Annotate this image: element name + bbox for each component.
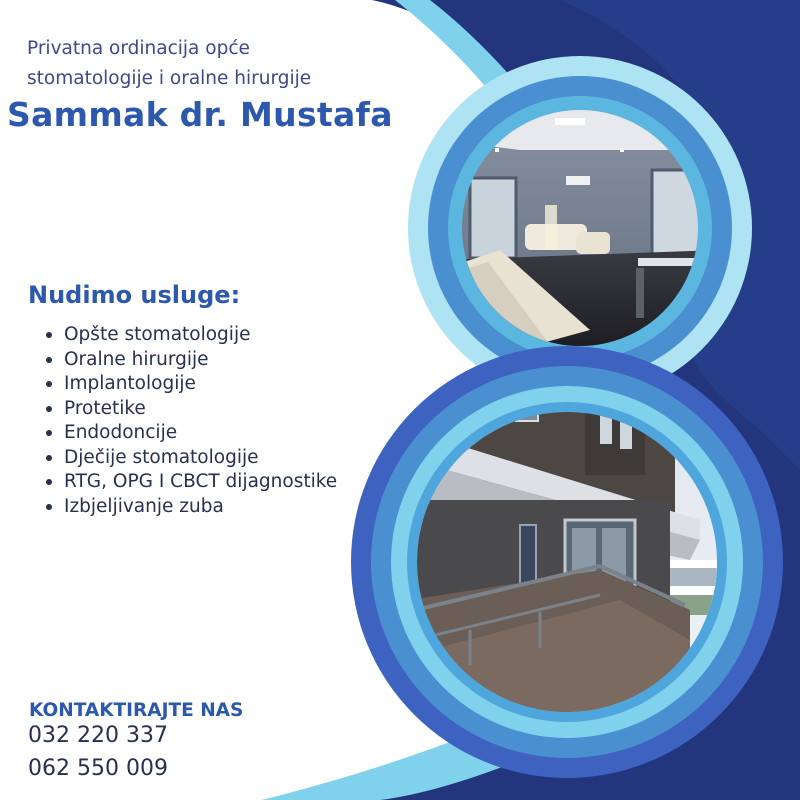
- subtitle-line-1: Privatna ordinacija opće: [27, 38, 250, 59]
- services-heading: Nudimo usluge:: [28, 281, 241, 309]
- service-item: Implantologije: [44, 372, 337, 397]
- service-item: RTG, OPG I CBCT dijagnostike: [44, 470, 337, 495]
- contact-heading: KONTAKTIRAJTE NAS: [29, 700, 244, 721]
- service-item: Protetike: [44, 397, 337, 422]
- service-item: Oralne hirurgije: [44, 348, 337, 373]
- service-item: Izbjeljivanje zuba: [44, 495, 337, 520]
- clinic-name-title: Sammak dr. Mustafa: [7, 95, 393, 134]
- clinic-subtitle: [27, 34, 311, 94]
- phone-number-2[interactable]: 062 550 009: [28, 756, 168, 781]
- service-item: Dječije stomatologije: [44, 446, 337, 471]
- phone-number-1[interactable]: 032 220 337: [28, 723, 168, 748]
- service-item: Endodoncije: [44, 421, 337, 446]
- service-item: Opšte stomatologije: [44, 323, 337, 348]
- services-list: [44, 323, 337, 519]
- subtitle-line-2: stomatologije i oralne hirurgije: [27, 68, 312, 89]
